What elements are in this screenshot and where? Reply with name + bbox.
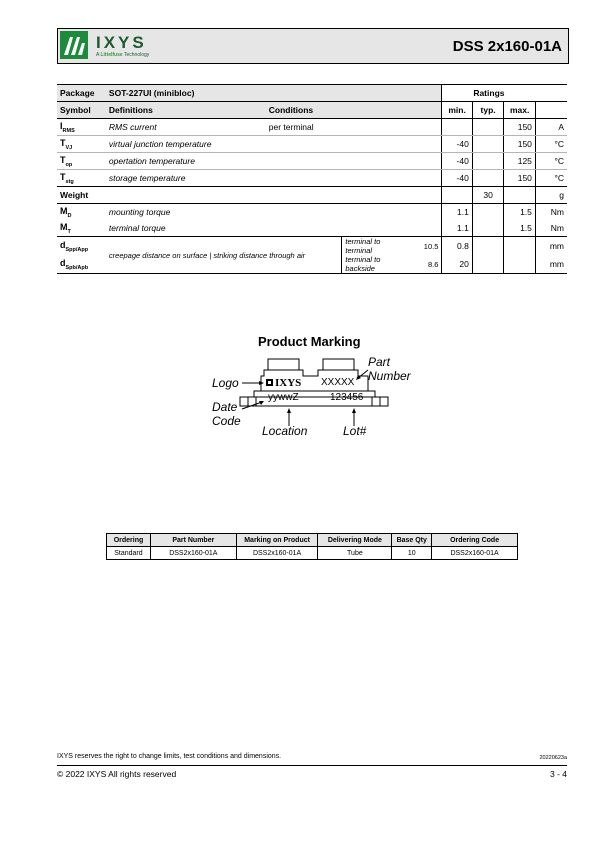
footer-divider xyxy=(57,765,567,766)
footer-copyright: © 2022 IXYS All rights reserved xyxy=(57,769,177,779)
ordering-header-row: Ordering Part Number Marking on Product Delivering Mode Base Qty Ordering Code xyxy=(107,534,518,547)
table-row: $M_T$ terminal torque 1.1 1.5 Nm xyxy=(57,220,567,237)
marking-title: Product Marking xyxy=(258,334,361,349)
lot-label: Lot# xyxy=(343,424,367,438)
package-value: SOT-227UI (minibloc) xyxy=(106,85,442,102)
col-typ: typ. xyxy=(472,102,504,119)
table-row: $M_D$ mounting torque 1.1 1.5 Nm xyxy=(57,204,567,221)
table-row: $T_{stg}$ storage temperature -40 150 °C xyxy=(57,170,567,187)
package-label: Package xyxy=(57,85,106,102)
footer-disclaimer: IXYS reserves the right to change limits, test conditions and dimensions. xyxy=(57,753,282,760)
part-number-title: DSS 2x160-01A xyxy=(452,38,562,55)
table-row: $I_{RMS}$ RMS current per terminal 150 A xyxy=(57,119,567,136)
ordering-table xyxy=(106,533,518,560)
col-conditions: Conditions xyxy=(266,102,442,119)
col-max: max. xyxy=(504,102,536,119)
chip-lot-text: 123456 xyxy=(330,392,364,403)
ixys-logo-icon xyxy=(60,31,88,59)
table-row: Standard DSS2x160-01A DSS2x160-01A Tube 10 DSS2x160-01A xyxy=(107,547,518,560)
logo-label: Logo xyxy=(212,376,239,390)
ratings-table xyxy=(57,84,567,274)
weight-row: Weight 30 g xyxy=(57,187,567,204)
col-definitions: Definitions xyxy=(106,102,266,119)
part-label: Part Number xyxy=(368,355,411,383)
page-number: 3 - 4 xyxy=(549,769,567,779)
ratings-label: Ratings xyxy=(442,85,536,102)
page-header xyxy=(57,28,569,64)
marking-package-outline xyxy=(200,330,430,450)
date-code-label: Date Code xyxy=(212,400,241,428)
footer-doc-code: 20220623a xyxy=(539,755,567,761)
logo-wordmark: IXYS xyxy=(96,33,147,52)
product-marking-diagram xyxy=(200,330,430,450)
table-row: $T_{op}$ opertation temperature -40 125 °C xyxy=(57,153,567,170)
chip-logo-text: IXYS xyxy=(275,377,302,389)
location-label: Location xyxy=(262,424,308,438)
chip-part-text: XXXXX xyxy=(321,377,355,388)
logo-tagline: A Littelfuse Technology xyxy=(96,52,150,58)
col-min: min. xyxy=(442,102,472,119)
chip-date-text: yywwZ xyxy=(268,392,299,403)
distance-row: $d_{Spb/Apb}$ terminal to backside 8.6 20 mm xyxy=(57,255,567,274)
distance-row: $d_{Spp/App}$ creepage distance on surface | striking distance through air terminal to terminal 10.5 0.8 mm xyxy=(57,237,567,256)
col-symbol: Symbol xyxy=(57,102,106,119)
table-row: $T_{VJ}$ virtual junction temperature -40 150 °C xyxy=(57,136,567,153)
